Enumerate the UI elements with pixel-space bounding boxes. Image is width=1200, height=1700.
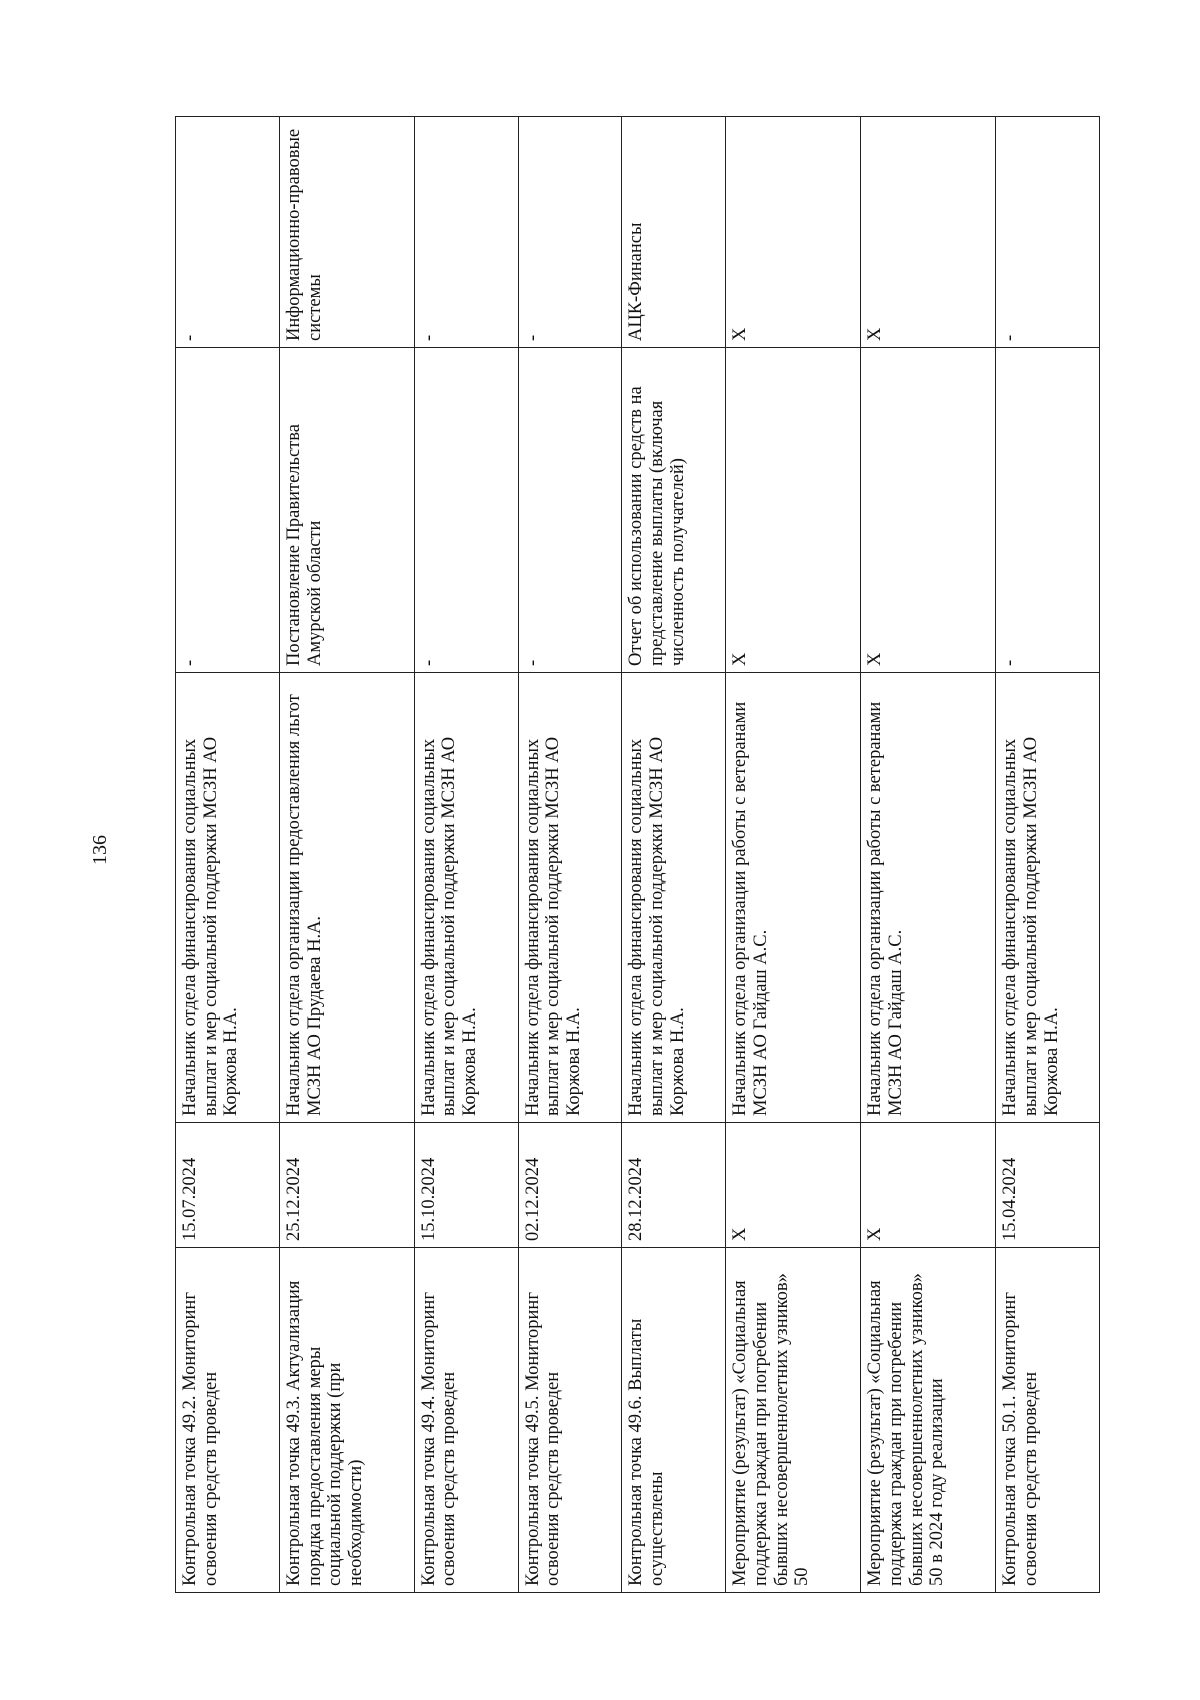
date-cell: 15.07.2024 — [176, 1123, 280, 1248]
info-system-cell: АЦК-Финансы — [622, 117, 726, 348]
table-row — [861, 117, 996, 1593]
info-system-cell: Х — [726, 117, 861, 348]
table-row — [176, 117, 280, 1593]
document-cell: - — [176, 348, 280, 673]
table-row — [996, 117, 1100, 1593]
document-cell: Отчет об использовании средств на представление выплаты (включая численность получателей) — [622, 348, 726, 673]
info-system-cell: - — [996, 117, 1100, 348]
control-points-table — [175, 116, 1100, 1593]
event-name-cell: Контрольная точка 49.2. Мониторинг освоения средств проведен — [176, 1248, 280, 1593]
document-cell: - — [996, 348, 1100, 673]
responsible-cell: Начальник отдела финансирования социальных выплат и мер социальной поддержки МСЗН АО Коржова Н.А. — [414, 673, 518, 1123]
event-name-cell: Контрольная точка 49.5. Мониторинг освоения средств проведен — [518, 1248, 622, 1593]
document-cell: - — [414, 348, 518, 673]
document-cell: Постановление Правительства Амурской области — [279, 348, 414, 673]
date-cell: 28.12.2024 — [622, 1123, 726, 1248]
date-cell: 15.04.2024 — [996, 1123, 1100, 1248]
info-system-cell: Информационно-правовые системы — [279, 117, 414, 348]
date-cell: 02.12.2024 — [518, 1123, 622, 1248]
info-system-cell: - — [176, 117, 280, 348]
info-system-cell: - — [518, 117, 622, 348]
table-row — [622, 117, 726, 1593]
responsible-cell: Начальник отдела финансирования социальных выплат и мер социальной поддержки МСЗН АО Коржова Н.А. — [518, 673, 622, 1123]
event-name-cell: Контрольная точка 50.1. Мониторинг освоения средств проведен — [996, 1248, 1100, 1593]
date-cell: Х — [726, 1123, 861, 1248]
date-cell: 15.10.2024 — [414, 1123, 518, 1248]
page-number: 136 — [89, 835, 111, 865]
responsible-cell: Начальник отдела организации работы с ветеранами МСЗН АО Гайдаш А.С. — [861, 673, 996, 1123]
responsible-cell: Начальник отдела организации предоставления льгот МСЗН АО Прудаева Н.А. — [279, 673, 414, 1123]
document-cell: Х — [726, 348, 861, 673]
table-row — [414, 117, 518, 1593]
date-cell: 25.12.2024 — [279, 1123, 414, 1248]
table-row — [518, 117, 622, 1593]
info-system-cell: - — [414, 117, 518, 348]
responsible-cell: Начальник отдела организации работы с ветеранами МСЗН АО Гайдаш А.С. — [726, 673, 861, 1123]
event-name-cell: Мероприятие (результат) «Социальная поддержка граждан при погребении бывших несовершеннолетних узников» 50 — [726, 1248, 861, 1593]
event-name-cell: Мероприятие (результат) «Социальная поддержка граждан при погребении бывших несовершеннолетних узников» 50 в 2024 году реализации — [861, 1248, 996, 1593]
event-name-cell: Контрольная точка 49.3. Актуализация порядка предоставления меры социальной поддержки (при необходимости) — [279, 1248, 414, 1593]
event-name-cell: Контрольная точка 49.4. Мониторинг освоения средств проведен — [414, 1248, 518, 1593]
table-row — [279, 117, 414, 1593]
responsible-cell: Начальник отдела финансирования социальных выплат и мер социальной поддержки МСЗН АО Коржова Н.А. — [176, 673, 280, 1123]
responsible-cell: Начальник отдела финансирования социальных выплат и мер социальной поддержки МСЗН АО Коржова Н.А. — [622, 673, 726, 1123]
document-cell: Х — [861, 348, 996, 673]
responsible-cell: Начальник отдела финансирования социальных выплат и мер социальной поддержки МСЗН АО Коржова Н.А. — [996, 673, 1100, 1123]
rotated-table-container — [175, 117, 1100, 1593]
info-system-cell: Х — [861, 117, 996, 348]
event-name-cell: Контрольная точка 49.6. Выплаты осуществлены — [622, 1248, 726, 1593]
table-row — [726, 117, 861, 1593]
date-cell: Х — [861, 1123, 996, 1248]
document-cell: - — [518, 348, 622, 673]
